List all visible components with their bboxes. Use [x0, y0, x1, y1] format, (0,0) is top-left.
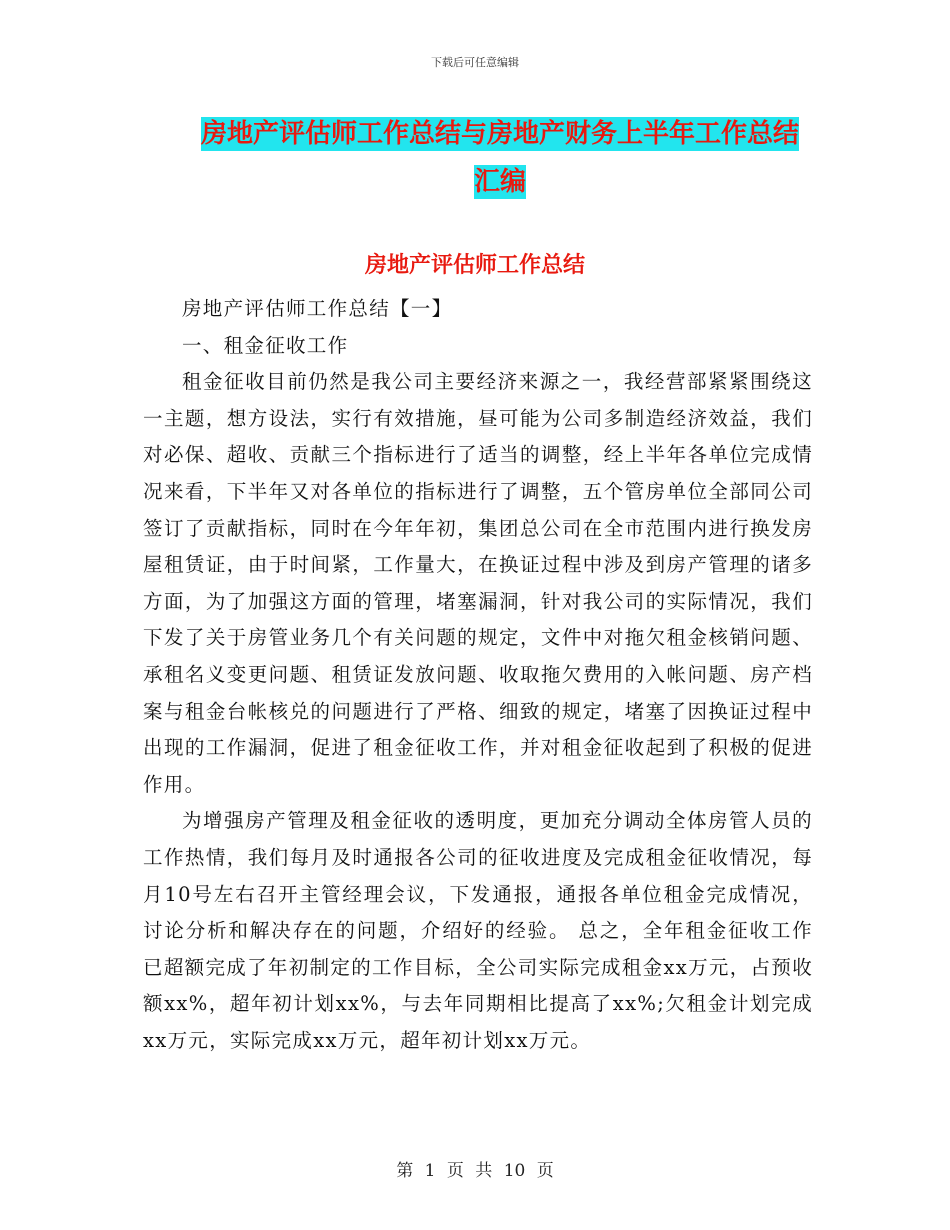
document-title: [140, 110, 860, 206]
section-title: 房地产评估师工作总结: [364, 252, 585, 278]
heading-rent-collection: 一、租金征收工作: [182, 333, 349, 357]
document-body: [143, 291, 813, 1059]
paragraph: 租金征收目前仍然是我公司主要经济来源之一，我经营部紧紧围绕这一主题，想方设法，实行有效措施，昼可能为公司多制造经济效益，我们对必保、超收、贡献三个指标进行了适当的调整，经上半年各单位完成情况来看，下半年又对各单位的指标进行了调整，五个管房单位全部同公司签订了贡献指标，同时在今年年初，集团总公司在全市范围内进行换发房屋租赁证，由于时间紧，工作量大，在换证过程中涉及到房产管理的诸多方面，为了加强这方面的管理，堵塞漏洞，针对我公司的实际情况，我们下发了关于房管业务几个有关问题的规定，文件中对拖欠租金核销问题、承租名义变更问题、租赁证发放问题、收取拖欠费用的入帐问题、房产档案与租金台帐核兑的问题进行了严格、细致的规定，堵塞了因换证过程中出现的工作漏洞，促进了租金征收工作，并对租金征收起到了积极的促进作用。: [143, 370, 813, 796]
document-title-line1: 房地产评估师工作总结与房地产财务上半年工作总结: [200, 119, 799, 149]
subtitle: 房地产评估师工作总结【一】: [182, 297, 453, 320]
page-number-footer: 第 1 页 共 10 页: [396, 1161, 554, 1181]
paragraph: 为增强房产管理及租金征收的透明度，更加充分调动全体房管人员的工作热情，我们每月及时通报各公司的征收进度及完成租金征收情况，每月10号左右召开主管经理会议，下发通报，通报各单位租金完成情况，讨论分析和解决存在的问题，介绍好的经验。 总之，全年租金征收工作已超额完成了年初制定的工作目标，全公司实际完成租金xx万元，占预收额xx%，超年初计划xx%，与去年同期相比提高了xx%;欠租金计划完成xx万元，实际完成xx万元，超年初计划xx万元。: [143, 809, 813, 1052]
document-title-line2: 汇编: [473, 167, 526, 197]
page-header-note: 下载后可任意编辑: [431, 56, 519, 69]
